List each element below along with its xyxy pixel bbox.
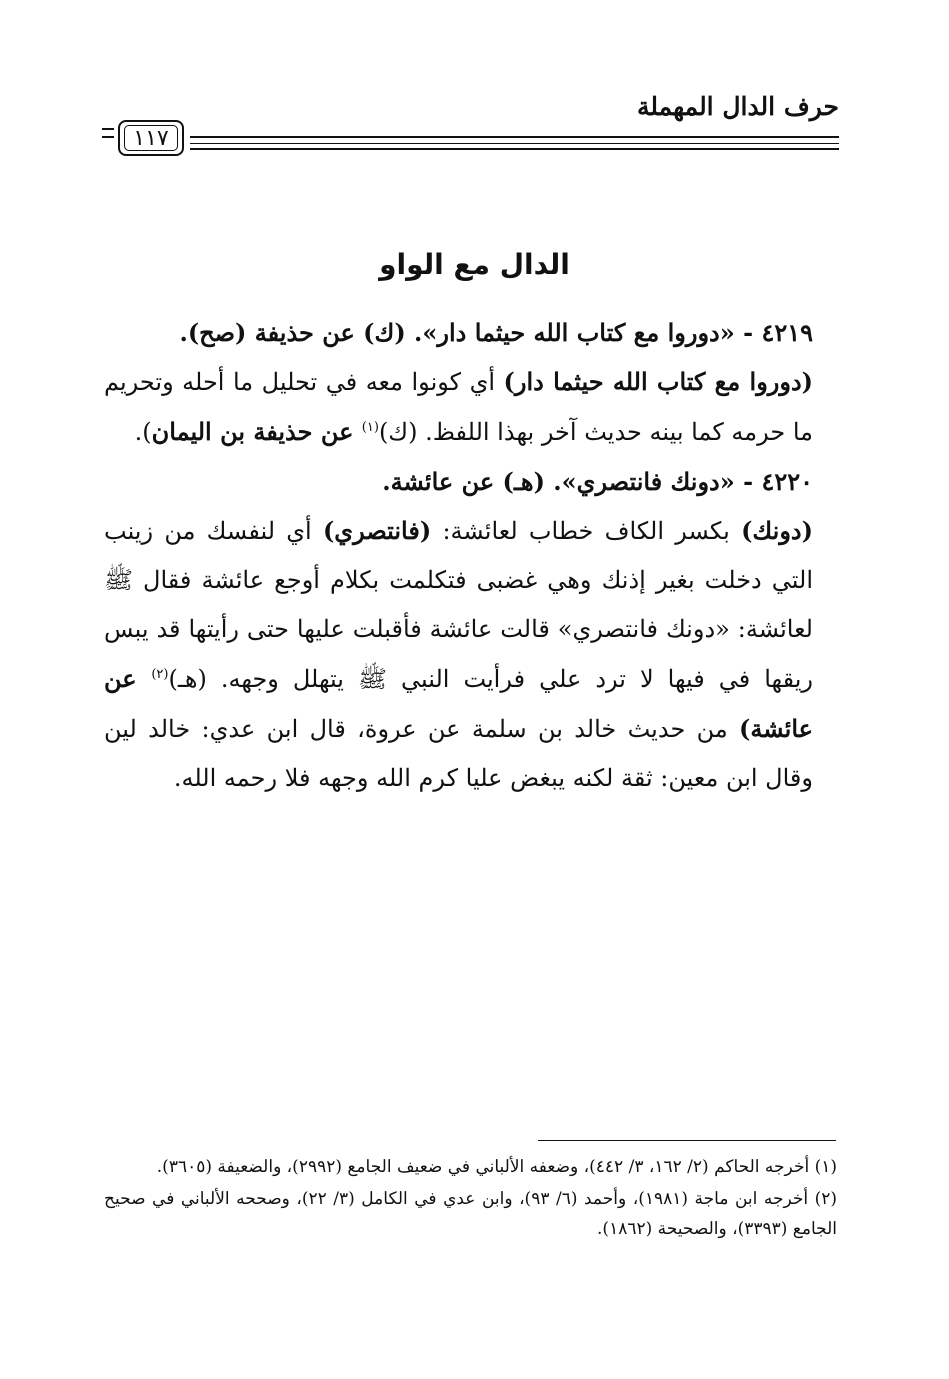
commentary-text: أي كونوا معه في تحليل ما أحله وتحريم ما حرمه كما بينه حديث آخر بهذا اللفظ. (ك) xyxy=(104,368,813,446)
commentary-paragraph xyxy=(104,357,837,457)
page-number-text: ١١٧ xyxy=(133,125,169,151)
commentary-paragraph xyxy=(104,506,837,803)
hadith-entry: ٤٢١٩ - «دوروا مع كتاب الله حيثما دار». (ك) عن حذيفة (صح). xyxy=(179,318,813,347)
running-head-title: حرف الدال المهملة xyxy=(636,92,839,121)
hadith-text: «دونك فانتصري». (هـ) عن عائشة. xyxy=(382,467,735,496)
header-ornament xyxy=(102,128,114,138)
commentary-text: ). xyxy=(134,418,152,446)
commentary-text: من حديث خالد بن سلمة عن عروة، قال ابن عدي: خالد لين وقال ابن معين: ثقة لكنه يبغض عليا كرم الله وجهه فلا رحمه الله. xyxy=(104,715,813,792)
footnotes xyxy=(104,1152,837,1246)
entry-number: ٤٢٢٠ xyxy=(761,467,813,496)
footnote: (١) أخرجه الحاكم (٢/ ١٦٢، ٣/ ٤٤٢)، وضعفه الألباني في ضعيف الجامع (٢٩٩٢)، والضعيفة (٣٦٠٥). xyxy=(156,1157,837,1177)
page-number xyxy=(118,120,184,156)
footnote-rule xyxy=(538,1140,836,1141)
commentary-text: بكسر الكاف خطاب لعائشة: xyxy=(431,517,742,545)
main-text xyxy=(104,308,837,803)
footnote-ref[interactable]: (١) xyxy=(361,420,379,435)
commentary-bold: عن حذيفة بن اليمان xyxy=(151,417,362,446)
commentary-bold: (فانتصري) xyxy=(322,516,432,545)
hadith-entry: ٤٢٢٠ - «دونك فانتصري». (هـ) عن عائشة. xyxy=(382,467,813,496)
commentary-bold: (دونك) xyxy=(741,516,813,545)
header-rule-thin xyxy=(190,143,839,144)
commentary-text: أي لنفسك من زينب التي دخلت بغير إذنك وهي غضبى فتكلمت بكلام أوجع عائشة فقال ﷺ لعائشة: «دونك فانتصري» قالت عائشة فأقبلت عليها حتى رأيتها قد يبس ريقها في فيها لا ترد علي فرأيت النبي ﷺ يتهلل وجهه. (هـ) xyxy=(104,517,813,693)
footnote: (٢) أخرجه ابن ماجة (١٩٨١)، وأحمد (٦/ ٩٣)، وابن عدي في الكامل (٣/ ٢٢)، وصححه الألباني في صحيح الجامع (٣٣٩٣)، والصحيحة (١٨٦٢). xyxy=(104,1189,838,1239)
section-heading: الدال مع الواو xyxy=(379,248,570,281)
header-rule xyxy=(190,136,839,138)
commentary-bold: (دوروا مع كتاب الله حيثما دار) xyxy=(503,367,814,396)
hadith-text: «دوروا مع كتاب الله حيثما دار». (ك) عن حذيفة (صح). xyxy=(179,318,735,347)
footnote-ref[interactable]: (٢) xyxy=(151,667,169,682)
entry-number: ٤٢١٩ xyxy=(761,318,813,347)
commentary-bold: عن عائشة) xyxy=(104,664,813,743)
header-rule-bottom xyxy=(190,148,839,150)
